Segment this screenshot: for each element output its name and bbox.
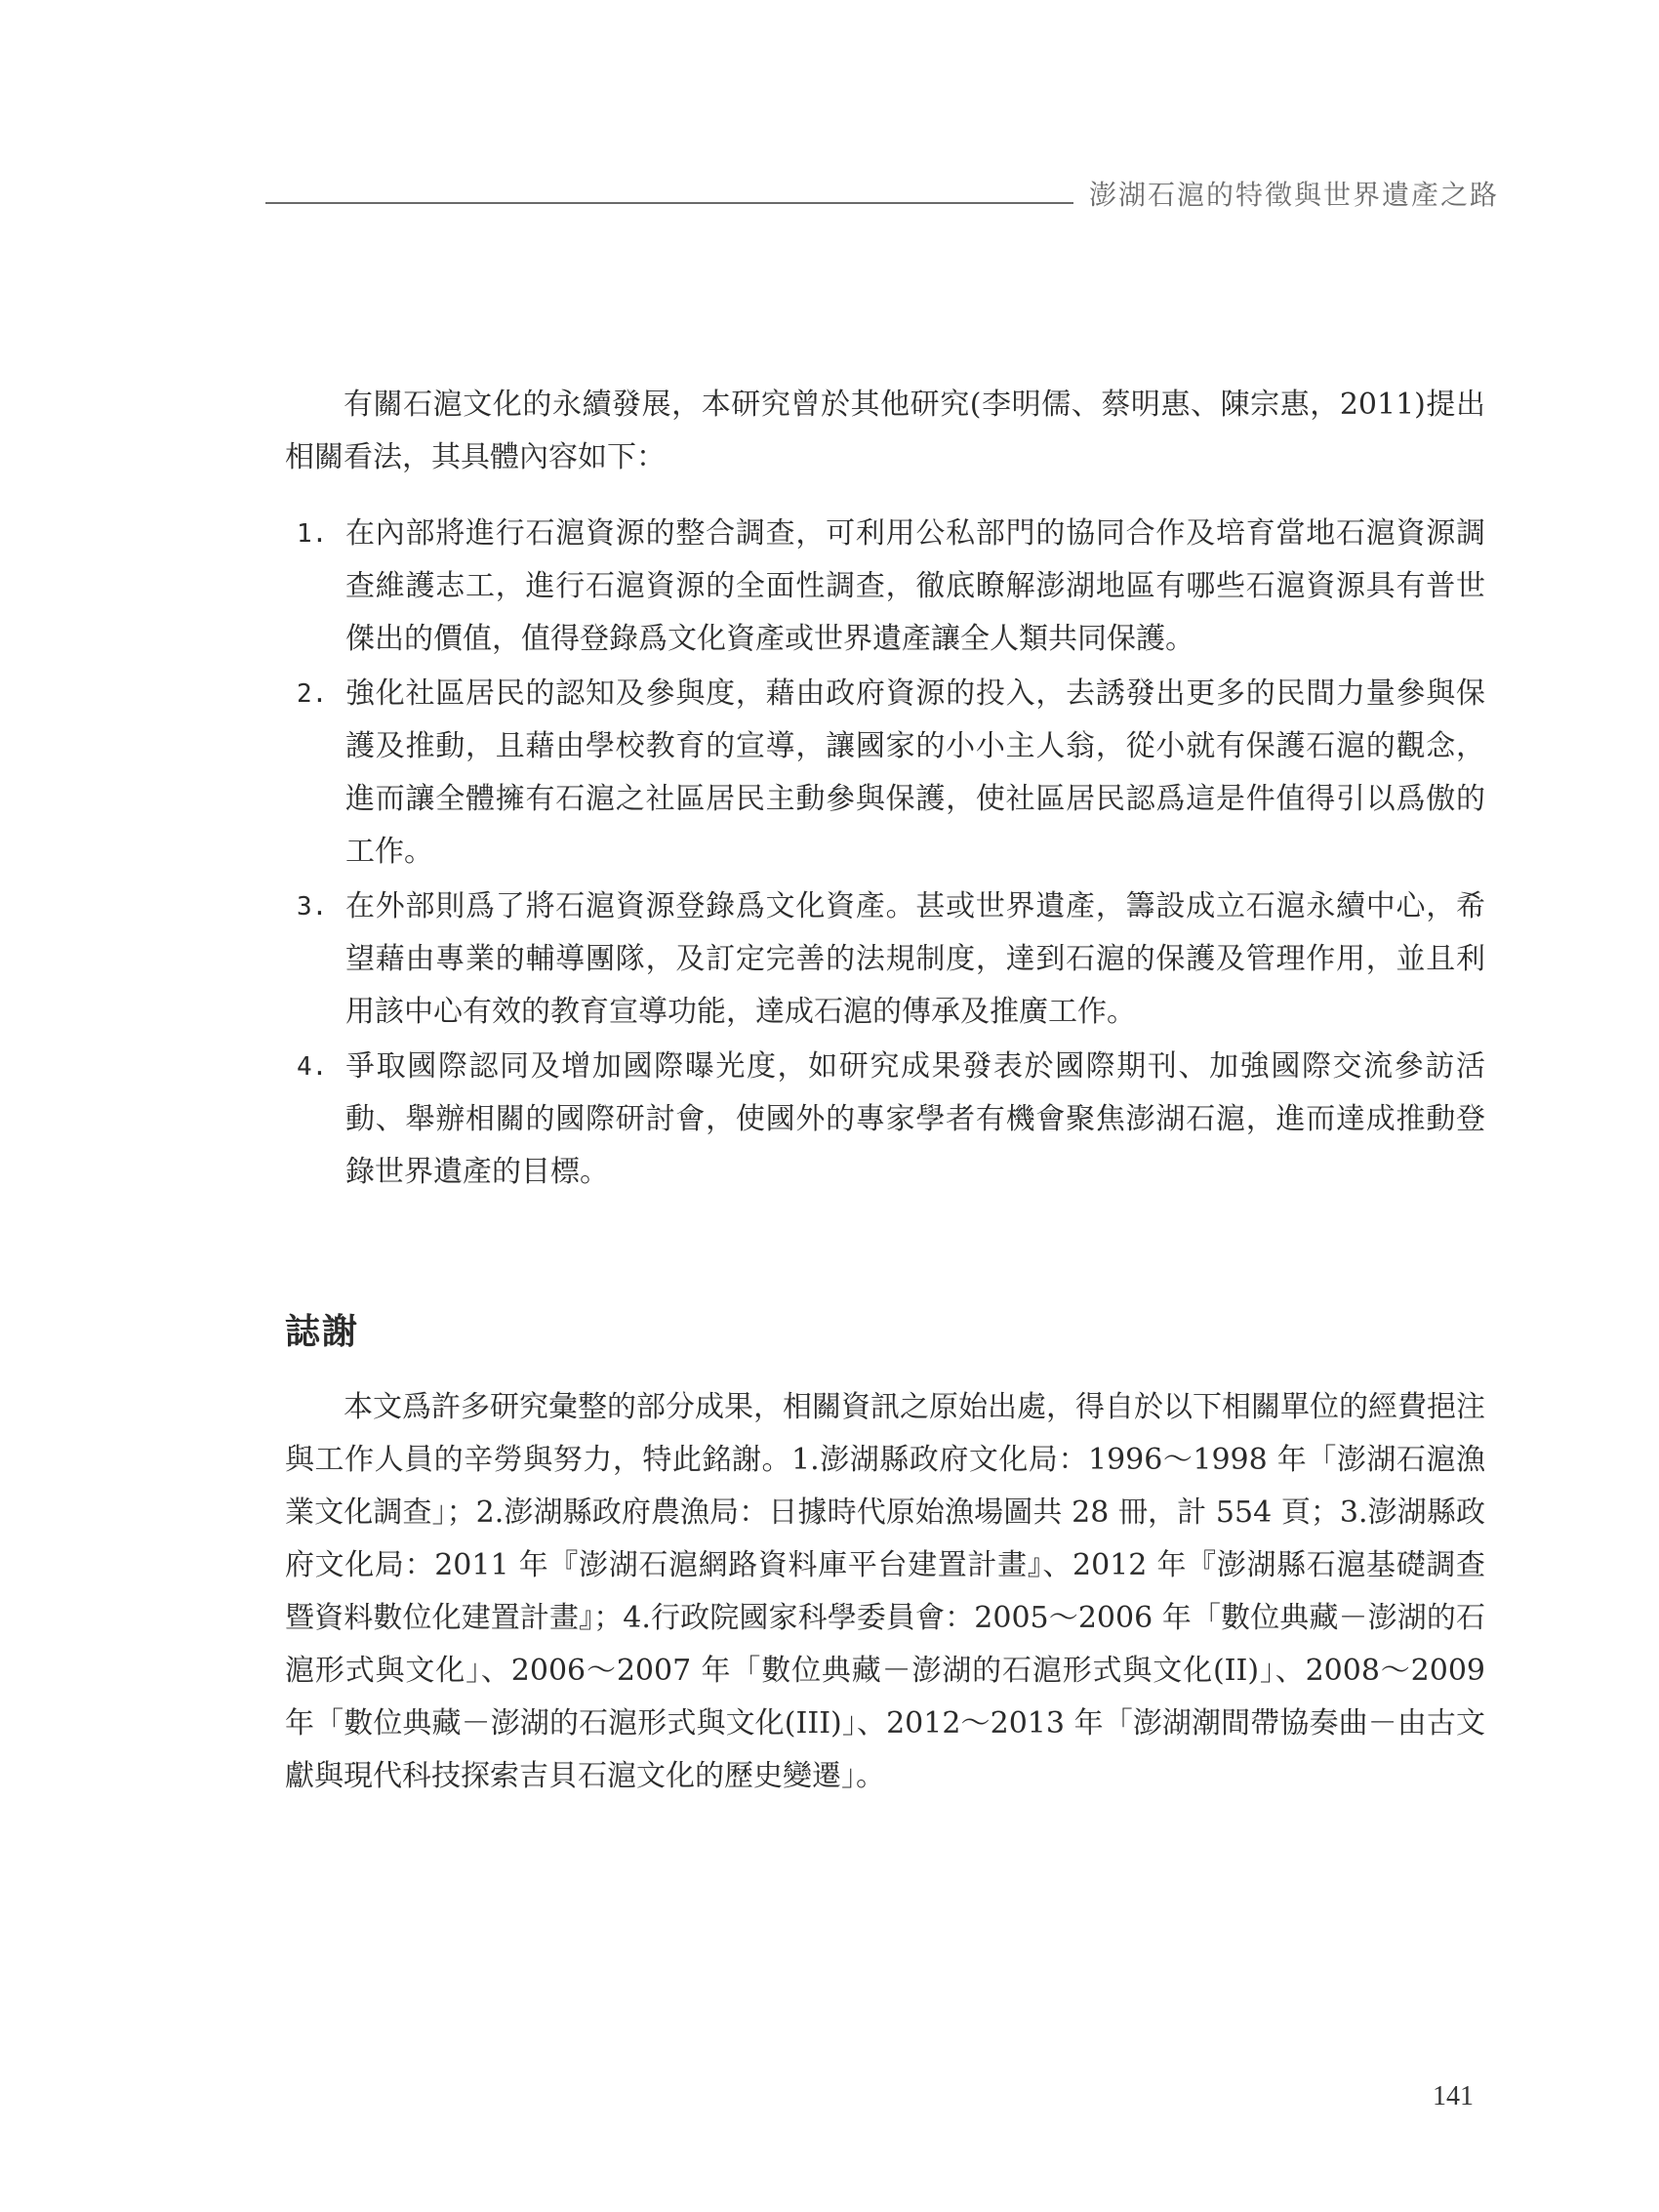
running-title: 澎湖石滬的特徵與世界遺產之路 xyxy=(1089,179,1500,211)
list-item-text: 在外部則爲了將石滬資源登錄爲文化資產。甚或世界遺產，籌設成立石滬永續中心，希望藉由專業的輔導團隊，及訂定完善的法規制度，達到石滬的保護及管理作用，並且利用該中心有效的教育宣導功能，達成石滬的傳承及推廣工作。 xyxy=(345,889,1485,1029)
list-item-number: 4. xyxy=(297,1052,328,1082)
list-item-text: 強化社區居民的認知及參與度，藉由政府資源的投入，去誘發出更多的民間力量參與保護及推動，且藉由學校教育的宣導，讓國家的小小主人翁，從小就有保護石滬的觀念，進而讓全體擁有石滬之社區居民主動參與保護，使社區居民認爲這是件值得引以爲傲的工作。 xyxy=(345,676,1485,869)
page-number: 141 xyxy=(1433,2081,1474,2111)
list-item xyxy=(285,1041,1485,1199)
recommendation-list xyxy=(285,508,1485,1199)
acknowledgement-paragraph: 本文爲許多研究彙整的部分成果，相關資訊之原始出處，得自於以下相關單位的經費挹注與工作人員的辛勞與努力，特此銘謝。1.澎湖縣政府文化局：1996～1998 年「澎湖石滬漁業文化調查」；2.澎湖縣政府農漁局：日據時代原始漁場圖共 28 冊，計 554 頁；3.澎湖縣政府文化局：2011 年『澎湖石滬網路資料庫平台建置計畫』、2012 年『澎湖縣石滬基礎調查暨資料數位化建置計畫』；4.行政院國家科學委員會：2005～2006 年「數位典藏－澎湖的石滬形式與文化」、2006～2007 年「數位典藏－澎湖的石滬形式與文化(II)」、2008～2009 年「數位典藏－澎湖的石滬形式與文化(III)」、2012～2013 年「澎湖潮間帶協奏曲－由古文獻與現代科技探索吉貝石滬文化的歷史變遷」。 xyxy=(285,1390,1485,1793)
list-item xyxy=(285,881,1485,1039)
list-item xyxy=(285,508,1485,666)
intro-paragraph: 有關石滬文化的永續發展，本研究曾於其他研究(李明儒、蔡明惠、陳宗惠，2011)提出相關看法，其具體內容如下： xyxy=(285,388,1485,474)
list-item-text: 爭取國際認同及增加國際曝光度，如研究成果發表於國際期刊、加強國際交流參訪活動、舉辦相關的國際研討會，使國外的專家學者有機會聚焦澎湖石滬，進而達成推動登錄世界遺產的目標。 xyxy=(345,1049,1485,1189)
header-rule xyxy=(265,202,1073,204)
list-item-number: 3. xyxy=(297,892,328,922)
section-heading: 誌謝 xyxy=(285,1312,360,1352)
list-item-number: 2. xyxy=(297,679,328,709)
page-body xyxy=(285,379,1485,1803)
list-item xyxy=(285,668,1485,879)
list-item-number: 1. xyxy=(297,519,328,549)
list-item-text: 在內部將進行石滬資源的整合調查，可利用公私部門的協同合作及培育當地石滬資源調查維護志工，進行石滬資源的全面性調查，徹底瞭解澎湖地區有哪些石滬資源具有普世傑出的價值，值得登錄爲文化資產或世界遺產讓全人類共同保護。 xyxy=(345,516,1485,656)
